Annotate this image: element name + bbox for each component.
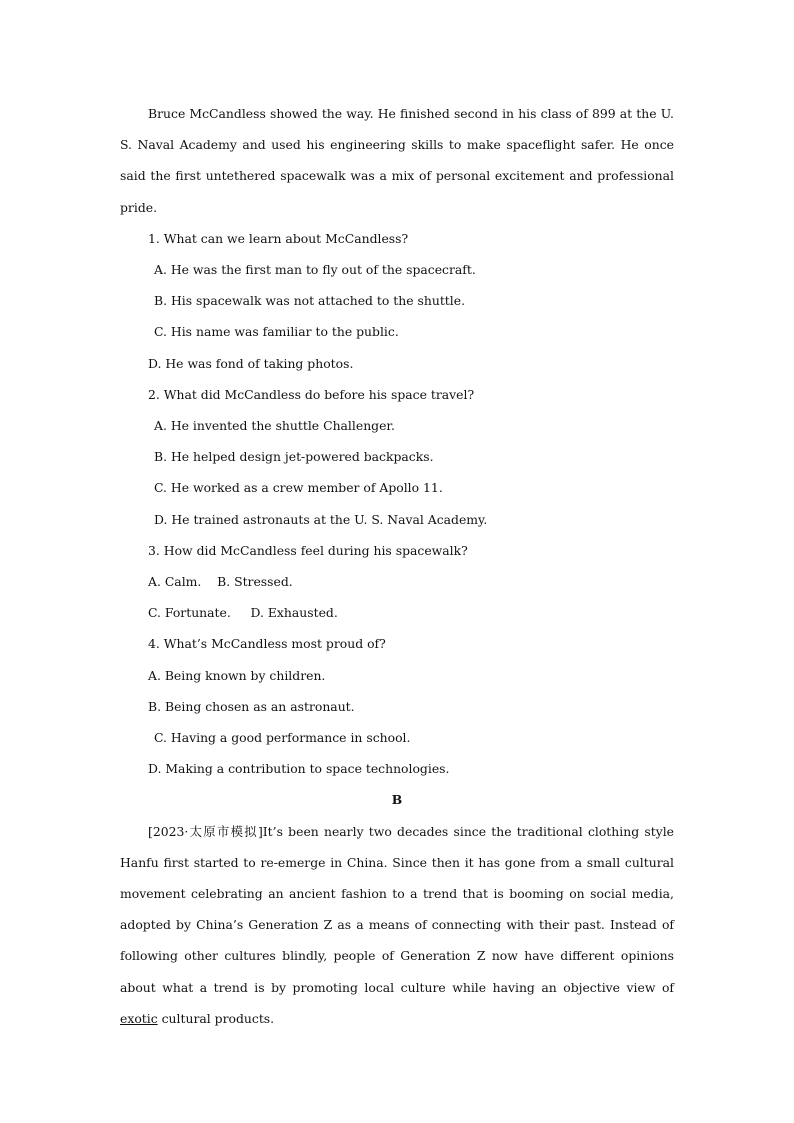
question-2 xyxy=(120,379,674,535)
answer-option: A. Being known by children. xyxy=(148,667,326,683)
question-stem: 2. What did McCandless do before his space travel? xyxy=(148,386,475,402)
question-3 xyxy=(120,535,674,629)
answer-option: B. He helped design jet-powered backpacks. xyxy=(154,449,434,465)
answer-option: D. He was fond of taking photos. xyxy=(148,355,354,371)
answer-option: A. He was the first man to fly out of the spacecraft. xyxy=(154,262,476,278)
document-page xyxy=(120,98,674,1034)
answer-option: A. He invented the shuttle Challenger. xyxy=(154,418,395,434)
underlined-word: exotic xyxy=(120,1010,158,1026)
answer-option: C. He worked as a crew member of Apollo 11. xyxy=(154,480,443,496)
passage-b-text: [2023·太原市模拟]It’s been nearly two decades since the traditional clothing style Hanfu first started to re-emerge in China. Since then it has gone from a small cultural movement celebrating an ancient fashion to a trend that is booming on social media, adopted by China’s Generation Z as a means of connecting with their past. Instead of following other cultures blindly, people of Generation Z now have different opinions about what a trend is by promoting local culture while having an objective view of xyxy=(120,823,674,995)
answer-option: D. He trained astronauts at the U. S. Naval Academy. xyxy=(154,511,488,527)
question-stem: 3. How did McCandless feel during his spacewalk? xyxy=(148,542,468,558)
answer-option: B. His spacewalk was not attached to the shuttle. xyxy=(154,293,466,309)
answer-option: C. Fortunate. D. Exhausted. xyxy=(148,605,338,621)
answer-option: B. Being chosen as an astronaut. xyxy=(148,698,355,714)
passage-a-paragraph: Bruce McCandless showed the way. He finished second in his class of 899 at the U. S. Naval Academy and used his engineering skills to make spaceflight safer. He once said the first untethered spacewalk was a mix of personal excitement and professional pride. xyxy=(120,106,674,215)
passage-b-text-end: cultural products. xyxy=(157,1010,275,1026)
section-heading: B xyxy=(391,792,403,808)
answer-option: D. Making a contribution to space technologies. xyxy=(148,761,450,777)
answer-option: A. Calm. B. Stressed. xyxy=(148,574,293,590)
question-4 xyxy=(120,628,674,784)
question-1 xyxy=(120,223,674,379)
question-stem: 4. What’s McCandless most proud of? xyxy=(148,636,386,652)
question-stem: 1. What can we learn about McCandless? xyxy=(148,230,409,246)
answer-option: C. His name was familiar to the public. xyxy=(154,324,399,340)
passage-b-paragraph xyxy=(120,816,674,1034)
answer-option: C. Having a good performance in school. xyxy=(154,730,411,746)
